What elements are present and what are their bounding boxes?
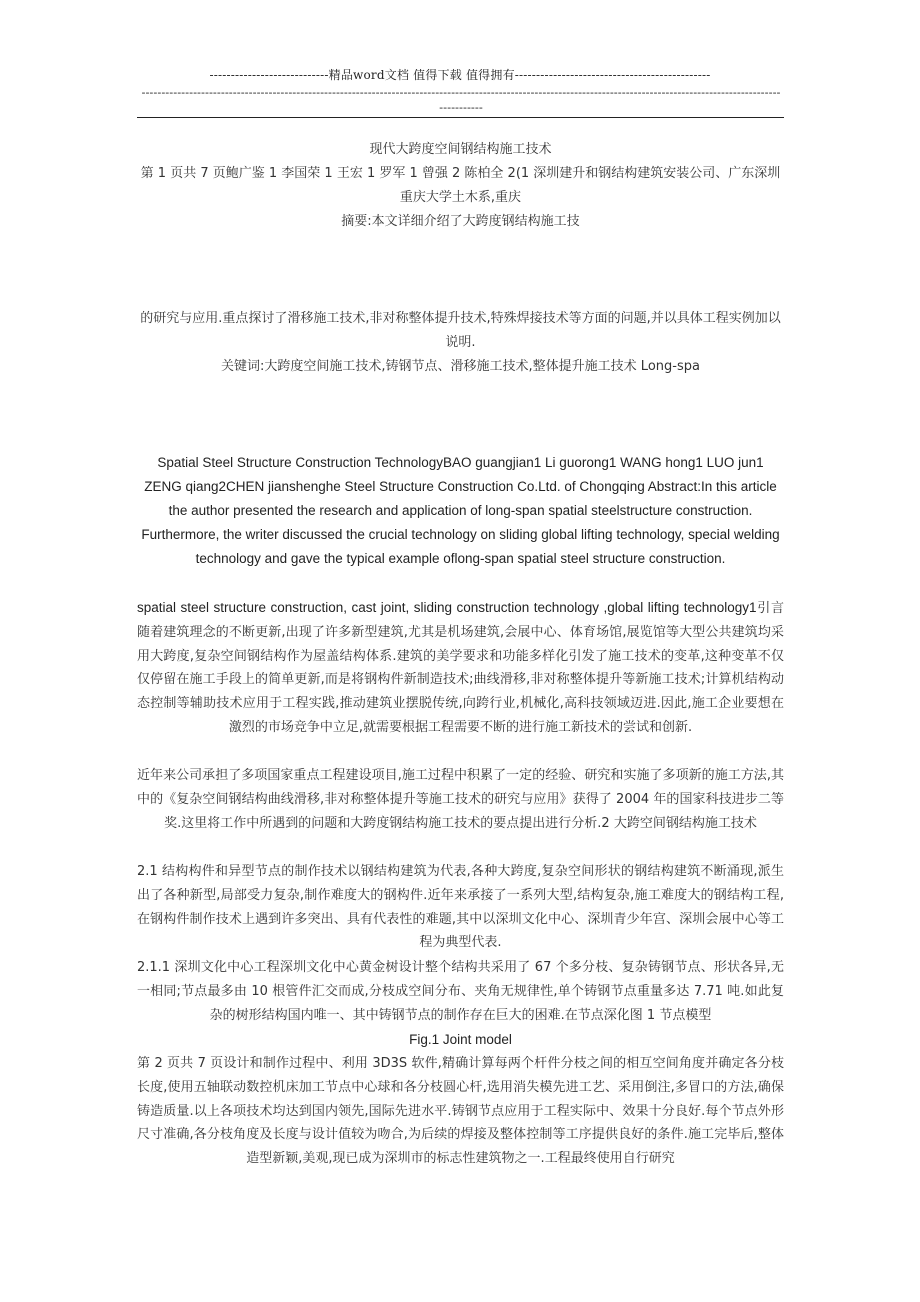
paragraph-5: 第 2 页共 7 页设计和制作过程中、利用 3D3S 软件,精确计算每两个杆件分枝之间的相互空间角度并确定各分枝长度,使用五轴联动数控机床加工节点中心球和各分枝圆心杆,选用消失模先进工艺、采用倒注,多冒口的方法,确保铸造质量.以上各项技术均达到国内领先,国际先进水平.铸钢节点应用于工程实际中、效果十分良好.每个节点外形尺寸准确,各分枝角度及长度与设计值较为吻合,为后续的焊接及整体控制等工序提供良好的条件.施工完毕后,整体造型新颖,美观,现已成为深圳市的标志性建筑物之一.工程最终使用自行研究: [137, 1056, 784, 1167]
abstract-continued: 的研究与应用.重点探讨了滑移施工技术,非对称整体提升技术,特殊焊接技术等方面的问题,并以具体工程实例加以说明.: [140, 311, 781, 350]
english-keywords: spatial steel structure construction, cast joint, sliding construction technology ,global lifting technology1: [137, 600, 757, 615]
section-2-1: 2.1 结构构件和异型节点的制作技术以钢结构建筑为代表,各种大跨度,复杂空间形状的钢结构建筑不断涌现,派生出了各种新型,局部受力复杂,制作难度大的钢构件.近年来承接了一系列大型,结构复杂,施工难度大的钢结构工程,在钢构件制作技术上遇到许多突出、具有代表性的难题,其中以深圳文化中心、深圳青少年宫、深圳会展中心等工程为典型代表.: [137, 864, 784, 951]
section-2-1-1: 2.1.1 深圳文化中心工程深圳文化中心黄金树设计整个结构共采用了 67 个多分枝、复杂铸钢节点、形状各异,无一相同;节点最多由 10 根管件汇交而成,分枝成空间分布、夹角无规律性,单个铸钢节点重量多达 7.71 吨.如此复杂的树形结构国内唯一、其中铸钢节点的制作存在巨大的困难.在节点深化图 1 节点模型: [137, 960, 784, 1023]
header-rule: [137, 117, 784, 118]
header-banner: ----------------------------精品word文档 值得下载 值得拥有----------------------------------------------: [209, 68, 711, 82]
keywords: 关键词:大跨度空间施工技术,铸钢节点、滑移施工技术,整体提升施工技术 Long-spa: [221, 359, 700, 374]
intro-paragraph: [137, 596, 784, 740]
paragraph-2: 近年来公司承担了多项国家重点工程建设项目,施工过程中积累了一定的经验、研究和实施了多项新的施工方法,其中的《复杂空间钢结构曲线滑移,非对称整体提升等施工技术的研究与应用》获得了 2004 年的国家科技进步二等奖.这里将工作中所遇到的问题和大跨度钢结构施工技术的要点提出进行分析.2 大跨空间钢结构施工技术: [137, 768, 784, 831]
doc-authors: 第 1 页共 7 页鲍广鉴 1 李国荣 1 王宏 1 罗军 1 曾强 2 陈柏全 2(1 深圳建升和钢结构建筑安装公司、广东深圳重庆大学土木系,重庆: [140, 166, 781, 205]
doc-title: 现代大跨度空间钢结构施工技术: [369, 142, 552, 157]
header-dashes: ----------------------------------------------------------------------------------------------------------------------------------------------------------------------------: [141, 86, 781, 114]
figure-caption: Fig.1 Joint model: [409, 1032, 512, 1047]
abstract-head: 摘要:本文详细介绍了大跨度钢结构施工技: [341, 214, 580, 229]
english-abstract: Spatial Steel Structure Construction TechnologyBAO guangjian1 Li guorong1 WANG hong1 LUO jun1 ZENG qiang2CHEN jianshenghe Steel Structure Construction Co.Ltd. of Chongqing Abstract:In this article the author presented the research and application of long-span spatial steelstructure construction. Furthermore, the writer discussed the crucial technology on sliding global lifting technology, special welding technology and gave the typical example oflong-span spatial steel structure construction.: [141, 455, 780, 566]
intro-text: 引言随着建筑理念的不断更新,出现了许多新型建筑,尤其是机场建筑,会展中心、体育场馆,展览馆等大型公共建筑均采用大跨度,复杂空间钢结构作为屋盖结构体系.建筑的美学要求和功能多样化引发了施工技术的变革,这种变革不仅仅停留在施工手段上的简单更新,而是将钢构件新制造技术;曲线滑移,非对称整体提升等新施工技术;计算机结构动态控制等辅助技术应用于工程实践,推动建筑业摆脱传统,向跨行业,机械化,高科技领域迈进.因此,施工企业要想在激烈的市场竞争中立足,就需要根据工程需要不断的进行施工新技术的尝试和创新.: [137, 601, 784, 735]
